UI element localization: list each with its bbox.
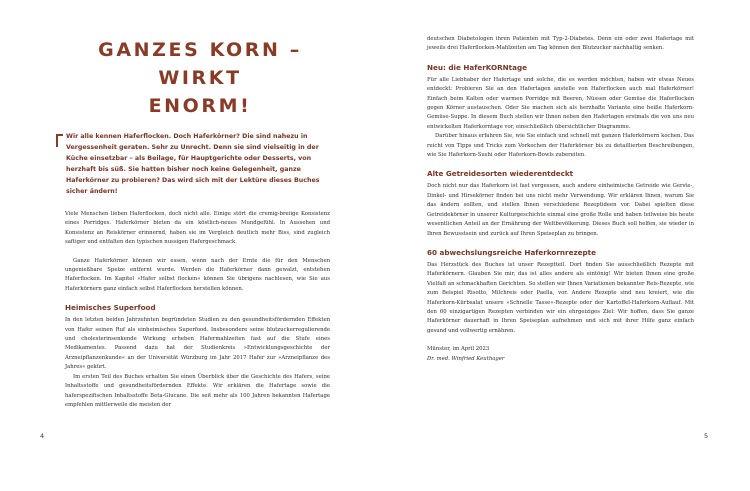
page-number: 4 xyxy=(40,432,45,440)
paragraph: Für alle Liebhaber der Hafertage und solche, die es werden möchten, haben wir etwas Neues entdeckt: Probieren Sie an den Hafertagen anstelle von Haferflocken auch mal Haferkörner! Einfach beim Kalten oder warmen Porridge mit Beeren, Nüssen oder Gemüse die Haferflocken gegen Körner austauschen. Oder Sie machen sich als herzhafte Variante eine heiße Haferkorn-Gemüse-Suppe. In diesem Buch stellen wir Ihnen neben den Hafertagen erstmals die von uns neu entwickelten Haferkorntage vor, einschließlich übersichtlicher Diagramme. xyxy=(427,76,694,130)
paragraph: deutschen Diabetologen ihren Patienten mit Typ-2-Diabetes. Denn ein oder zwei Hafertage mit jeweils drei Haferflocken-Mahlzeiten am Tag können den Blutzucker nachhaltig senken. xyxy=(427,36,694,52)
right-page xyxy=(375,0,750,491)
section-heading: Neu: die HaferKORNtage xyxy=(427,62,527,72)
page-number: 5 xyxy=(704,432,709,440)
paragraph: Im ersten Teil des Buches erhalten Sie einen Überblick über die Geschichte des Hafers, seine Inhaltsstoffe und gesundheitsfördernden Effekte. Wir erklären die Hafertage sowie die haferspezifischen Inhaltsstoffe Beta-Glucane. Die seit mehr als 100 Jahren bekannten Hafertage empfehlen mittlerweile die meisten der xyxy=(65,373,330,408)
signature-place-date: Münster, im April 2023 xyxy=(427,346,490,353)
intro-bracket-mark xyxy=(56,134,63,147)
paragraph: Darüber hinaus erfahren Sie, wie Sie einfach und schnell mit ganzen Haferkörnern kochen. Das reicht von Tipps und Tricks zum Vorkochen der Haferkörner bis zu detaillierten Beschreibungen, wie Sie Haferkorn-Sushi oder Haferkorn-Bowls zubereiten. xyxy=(427,133,694,159)
paragraph: Das Herzstück des Buches ist unser Rezeptteil. Dort finden Sie ausschließlich Rezepte mit Haferkörnern. Glauben Sie mir, das ist alles andere als eintönig! Wir bieten Ihnen eine große Vielfalt an schmackhaften Gerichten. So stellen wir Ihnen Variationen bekannter Reis-Rezepte, wie zum Beispiel Risotto, Milchreis oder Paella, vor. Andere Rezepte sind neu kreiert, wie die Haferkorn-Kürbsalat unsere »Schnelle Tasse«-Rezepte oder der Kartoffel-Haferkorn-Auflauf. Mit den 60 einzigartigen Rezepten verbinden wir ein ehrgeiziges Ziel: Wir hoffen, dass Sie ganze Haferkörner dauerhaft in Ihren Speiseplan aufnehmen und sich mit ihrer Hilfe ganz einfach gesund und vollwertig ernähren. xyxy=(427,261,694,334)
paragraph: Ganze Haferkörner können wir essen, wenn nach der Ernte die für den Menschen ungenießbare Spelze entfernt wurde. Werden die Haferkörner dann gewalzt, entstehen Haferflocken. Im Kapitel »Hafer selbst flocken« können Sie übrigens nachlesen, wie Sie aus Haferkörnern ganz einfach selbst Haferflocken herstellen können. xyxy=(65,257,330,292)
chapter-title-line2: ENORM! xyxy=(148,95,252,117)
intro-text: Wir alle kennen Haferflocken. Doch Haferkörner? Die sind nahezu in Vergessenheit geraten. Sehr zu Unrecht. Denn sie sind vielseitig in der Küche einsetzbar – als Beilage, für Hauptgerichte oder Desserts, von herzhaft bis süß. Sie hatten bisher noch keine Gelegenheit, ganze Haferkörner zu probieren? Das wird sich mit der Lektüre dieses Buches sicher ändern! xyxy=(66,133,320,195)
signature-author: Dr. med. Winfried Keuthager xyxy=(427,355,505,362)
section-heading: 60 abwechslungsreiche Haferkornrezepte xyxy=(427,247,596,257)
paragraph: Viele Menschen lieben Haferflocken, doch nicht alle. Einige stört die cremig-breiige Konsistenz eines Porridges. Haferkörner bieten da ein köstlich-neues Mundgefühl. In Aussehen und Konsistenz an Reiskörner erinnernd, haben sie im Vergleich deutlich mehr Biss, sind zugleich saftiger und entfalten den typischen nussigen Hafergeschmack. xyxy=(65,211,330,246)
chapter-title-line1: GANZES KORN – WIRKT xyxy=(98,39,302,89)
paragraph: In den letzten beiden Jahrzehnten begründeten Studien zu den gesundheitsfördernden Effekten von Hafer seinen Ruf als einheimisches Superfood. Insbesondere seine blutzuckerregulierende und cholesterinsenkende Wirkung erheben Hafermahlzeiten fast auf die Stufe eines Medikamentes. Passend dazu hat der Studienkreis »Entwicklungsgeschichte der Arzneipflanzenkunde« an der Universität Würzburg im Jahr 2017 Hafer zur »Arzneipflanze des Jahres« gekürt. xyxy=(65,317,330,371)
right-body-text xyxy=(427,35,694,364)
section-heading: Alte Getreidesorten wiederentdeckt xyxy=(427,169,574,179)
intro-block xyxy=(66,131,328,197)
left-body-text xyxy=(65,210,330,410)
chapter-title xyxy=(60,36,340,120)
paragraph: Doch nicht nur das Haferkorn ist fast vergessen, auch andere einheimische Getreide wie Gerste-, Dinkel- und Hirsekörner finden bei uns nicht mehr Verwendung. Wir erklären Ihnen, warum Sie das ändern sollten, und stellen Ihnen verschiedene Rezeptideen vor. Dabei spielten diese Getreidekörner in unserer Kulturgeschichte einmal eine große Rolle und haben teilweise bis heute wesentlichen Anteil an der Ernährung der Weltbevölkerung. Dieses Buch soll helfen, sie wieder in Ihren Bewusstsein und zurück auf Ihren Speiseplan zu bringen. xyxy=(427,183,694,237)
section-heading: Heimisches Superfood xyxy=(65,303,156,313)
